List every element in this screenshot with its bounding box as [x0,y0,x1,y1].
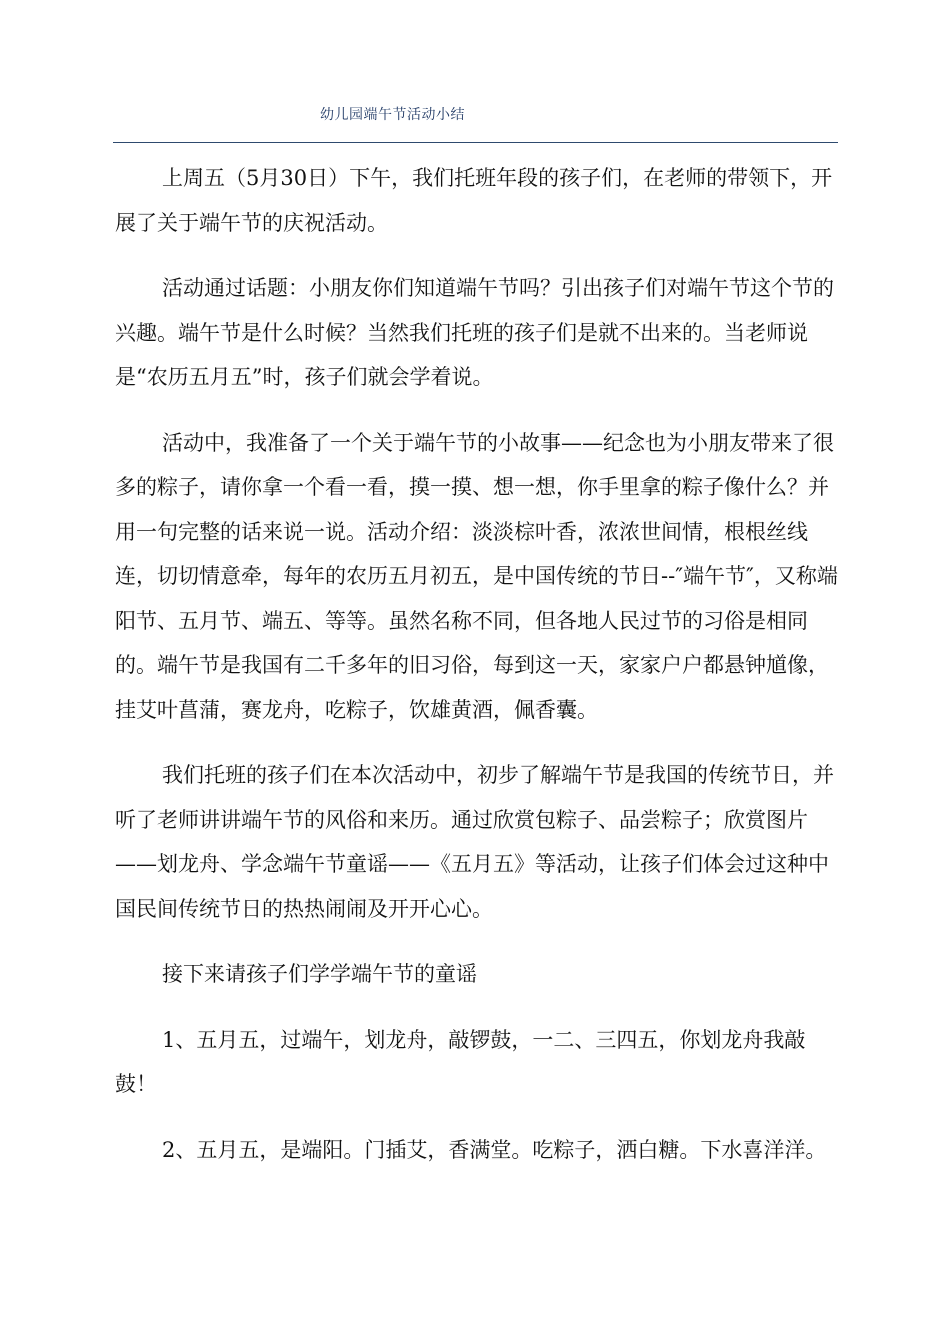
paragraph: 2、五月五，是端阳。门插艾，香满堂。吃粽子，洒白糖。下水喜洋洋。 [162,1137,827,1162]
paragraph: 上周五（5月30日）下午，我们托班年段的孩子们，在老师的带领下，开展了关于端午节的庆祝活动。 [115,166,833,235]
paragraph: 我们托班的孩子们在本次活动中，初步了解端午节是我国的传统节日，并听了老师讲讲端午节的风俗和来历。通过欣赏包粽子、品尝粽子；欣赏图片——划龙舟、学念端午节童谣——《五月五》等活动，让孩子们体会过这种中国民间传统节日的热热闹闹及开开心心。 [115,763,834,921]
header-divider [113,142,838,143]
document-header-title: 幼儿园端午节活动小结 [320,107,465,123]
paragraph: 活动通过话题：小朋友你们知道端午节吗？引出孩子们对端午节这个节的兴趣。端午节是什么时候？当然我们托班的孩子们是就不出来的。当老师说是“农历五月五”时，孩子们就会学着说。 [115,276,834,389]
paragraph: 活动中，我准备了一个关于端午节的小故事——纪念也为小朋友带来了很多的粽子，请你拿一个看一看，摸一摸、想一想，你手里拿的粽子像什么？并用一句完整的话来说一说。活动介绍：淡淡棕叶香，浓浓世间情，根根丝线连，切切情意牵，每年的农历五月初五，是中国传统的节日--″端午节″，又称端阳节、五月节、端五、等等。虽然名称不同，但各地人民过节的习俗是相同的。端午节是我国有二千多年的旧习俗，每到这一天，家家户户都悬钟馗像，挂艾叶菖蒲，赛龙舟，吃粽子，饮雄黄酒，佩香囊。 [115,430,838,722]
paragraph: 接下来请孩子们学学端午节的童谣 [162,962,477,986]
document-body [115,156,845,1193]
paragraph: 1、五月五，过端午，划龙舟，敲锣鼓，一二、三四五，你划龙舟我敲鼓！ [115,1027,806,1096]
